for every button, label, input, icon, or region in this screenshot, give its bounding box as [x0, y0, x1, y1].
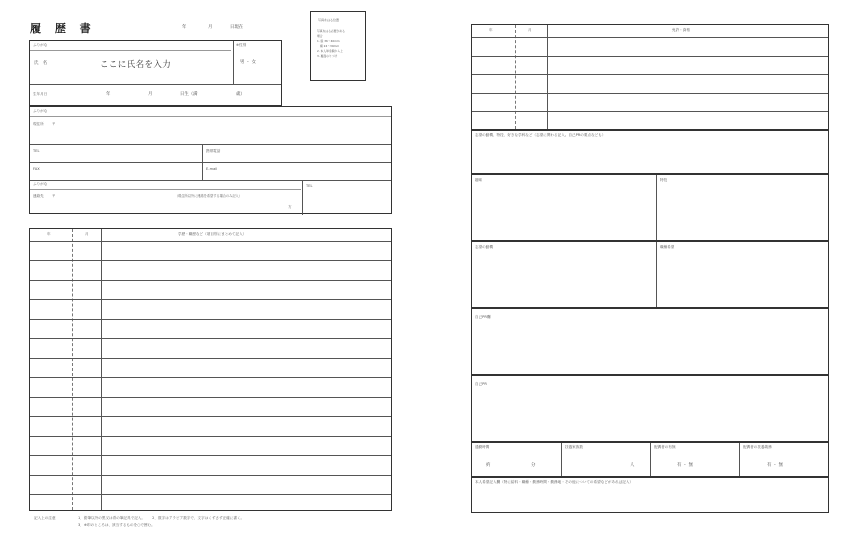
spouse-support-select[interactable]: 有 ・ 無	[767, 463, 783, 468]
history-col-year: 年	[47, 232, 51, 236]
photo-note-line: 横 24〜30mm	[320, 44, 340, 48]
address-block	[29, 106, 392, 214]
table-row[interactable]	[30, 455, 391, 456]
wishes-box[interactable]	[471, 477, 829, 513]
sex-label: ※性別	[236, 43, 247, 47]
photo-note-line: 3. 裏面のりづけ	[317, 54, 338, 58]
birth-month[interactable]: 月	[148, 92, 153, 97]
special-skill-label: 特技	[660, 178, 668, 182]
contact-label: 連絡先	[33, 194, 44, 198]
table-row[interactable]	[30, 338, 391, 339]
commute-label: 通勤時間	[475, 445, 490, 449]
photo-note-line: 1. 縦 36〜40mm	[317, 39, 340, 43]
bottom-info-row	[471, 442, 829, 477]
table-row[interactable]	[30, 299, 391, 300]
self-pr-a-label: 自己PR欄	[475, 315, 491, 319]
contact-suffix: 方	[288, 205, 292, 209]
table-row[interactable]	[30, 416, 391, 417]
photo-box[interactable]	[310, 11, 366, 81]
mobile-label: 携帯電話	[206, 149, 221, 153]
commute-minutes[interactable]: 分	[531, 463, 536, 468]
contact-furigana-label: ふりがな	[33, 182, 48, 186]
table-row[interactable]	[30, 397, 391, 398]
table-row[interactable]	[472, 93, 828, 94]
dependents-count[interactable]: 人	[630, 463, 635, 468]
name-label: 氏 名	[34, 61, 48, 66]
self-pr-b-label: 自己PR	[475, 382, 487, 386]
current-address-label: 現住所	[33, 122, 44, 126]
license-col-year: 年	[489, 28, 493, 32]
self-pr-box-a[interactable]	[471, 308, 829, 375]
table-row[interactable]	[472, 111, 828, 112]
photo-note-line: 写真をはる必要がある	[317, 29, 345, 33]
sex-select[interactable]: 男 ・ 女	[240, 60, 256, 65]
license-table	[471, 24, 829, 130]
table-row[interactable]	[30, 280, 391, 281]
license-col-desc: 免許・資格	[672, 28, 690, 32]
table-row[interactable]	[30, 436, 391, 437]
spouse-select[interactable]: 有 ・ 無	[677, 463, 693, 468]
dependents-label: 扶養家族数	[565, 445, 583, 449]
table-row[interactable]	[472, 74, 828, 75]
furigana-label: ふりがな	[33, 43, 48, 47]
history-table	[29, 228, 392, 511]
footnote-line-1: 1．鉛筆以外の黒又は青の筆記具で記入。 2．数字はアラビア数字で、文字はくずさず正確に書く。	[78, 516, 245, 520]
contact-note: （現住所以外に連絡を希望する場合のみ記入）	[175, 194, 242, 198]
hobby-skill-block	[471, 174, 829, 241]
table-row[interactable]	[30, 260, 391, 261]
footnote-label: 記入上の注意	[34, 516, 56, 520]
contact-postal-mark: 〒	[52, 194, 56, 198]
table-row[interactable]	[30, 494, 391, 495]
hobby-label: 趣味	[475, 178, 483, 182]
footnote-line-2: 3．※印のところは、該当するものを○で囲む。	[78, 523, 155, 527]
motivation-job-block	[471, 241, 829, 308]
birth-label: 生年月日	[33, 92, 48, 96]
table-row[interactable]	[30, 475, 391, 476]
photo-note-line: 2. 本人単身胸から上	[317, 49, 343, 53]
date-day-label: 日現在	[230, 25, 244, 30]
postal-mark: 〒	[52, 122, 56, 126]
email-label: E-mail	[206, 167, 218, 171]
resume-title: 履 歴 書	[30, 22, 96, 35]
contact-tel-label: TEL	[306, 184, 313, 188]
address-furigana-label: ふりがな	[33, 109, 48, 113]
name-input[interactable]: ここに氏名を入力	[100, 60, 172, 70]
table-row[interactable]	[30, 319, 391, 320]
wishes-label: 本人希望記入欄（特に給料・職種・勤務時間・勤務地・その他についての希望などがあれば記入）	[475, 480, 634, 484]
skills-label: 志望の動機、特技、好きな学科など（志望に関わる記入。自己PRの要点なども）	[475, 133, 606, 137]
birth-year[interactable]: 年	[106, 92, 111, 97]
birth-age[interactable]: 歳）	[236, 92, 245, 97]
birth-day[interactable]: 日生（満	[180, 92, 198, 97]
motivation-box[interactable]	[471, 130, 829, 174]
self-pr-box-b[interactable]	[471, 375, 829, 442]
spouse-label: 配偶者の有無	[654, 445, 676, 449]
spouse-support-label: 配偶者の扶養義務	[743, 445, 772, 449]
photo-note-title: 写真をはる位置	[318, 18, 340, 22]
date-year-label: 年	[182, 25, 187, 30]
commute-hours[interactable]: 約	[486, 463, 491, 468]
table-row[interactable]	[30, 358, 391, 359]
job-hope-label: 職種希望	[660, 245, 675, 249]
photo-note-line: 場合	[317, 34, 323, 38]
history-col-desc: 学歴・職歴など（項目別にまとめて記入）	[178, 232, 247, 236]
fax-label: FAX	[33, 167, 40, 171]
history-col-month: 月	[85, 232, 89, 236]
motivation-label: 志望の動機	[475, 245, 493, 249]
date-month-label: 月	[208, 25, 213, 30]
license-col-month: 月	[528, 28, 532, 32]
table-row[interactable]	[472, 56, 828, 57]
table-row[interactable]	[30, 377, 391, 378]
tel-label: TEL	[33, 149, 40, 153]
personal-info-block	[29, 40, 282, 106]
